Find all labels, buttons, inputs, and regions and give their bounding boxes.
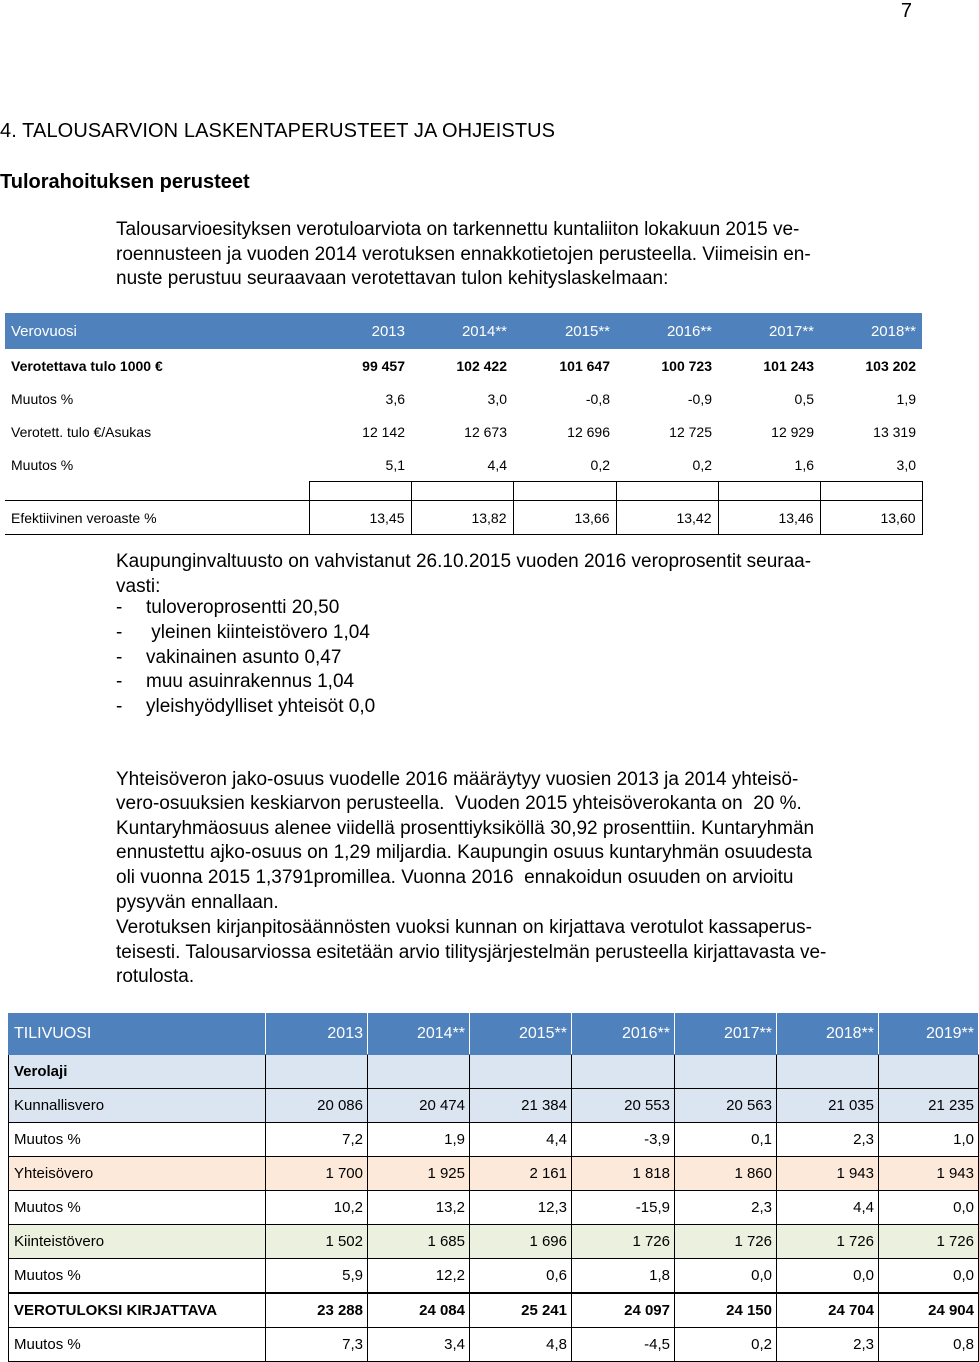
table-cell: 0,0 xyxy=(879,1259,979,1294)
row-label: Efektiivinen veroaste % xyxy=(5,501,309,535)
header-cell: 2017** xyxy=(718,313,820,349)
table-cell: 7,2 xyxy=(266,1123,368,1157)
header-cell: 2018** xyxy=(777,1014,879,1055)
table-row xyxy=(9,1328,979,1362)
table-cell: 1 726 xyxy=(879,1225,979,1259)
empty-cell xyxy=(411,482,513,501)
empty-cell xyxy=(820,482,922,501)
table-row xyxy=(5,382,922,415)
table-cell: 0,0 xyxy=(777,1259,879,1294)
table-cell: 1,0 xyxy=(879,1123,979,1157)
table-cell: 0,2 xyxy=(692,456,712,473)
table-cell: 13,46 xyxy=(718,501,820,535)
table-cell: 1 943 xyxy=(879,1157,979,1191)
table-cell: 0,6 xyxy=(470,1259,572,1294)
table-cell: 1 502 xyxy=(266,1225,368,1259)
table-row xyxy=(9,1123,979,1157)
table-cell: 13 319 xyxy=(873,423,916,440)
empty-cell xyxy=(513,482,616,501)
table-cell: 0,0 xyxy=(879,1191,979,1225)
table-cell: 0,8 xyxy=(879,1328,979,1362)
row-label: Muutos % xyxy=(11,390,74,407)
page-number: 7 xyxy=(900,0,912,22)
empty-cell xyxy=(879,1055,979,1089)
table-cell: 100 723 xyxy=(661,357,712,374)
table-cell: 1 685 xyxy=(368,1225,470,1259)
list-item: - vakinainen asunto 0,47 xyxy=(116,646,375,671)
table-cell: 3,0 xyxy=(487,390,507,407)
empty-cell xyxy=(266,1055,368,1089)
table-cell: 2,3 xyxy=(675,1191,777,1225)
row-label: Muutos % xyxy=(9,1123,266,1157)
header-cell: 2017** xyxy=(675,1014,777,1055)
table-cell: 12 725 xyxy=(669,423,712,440)
table-cell: 13,2 xyxy=(368,1191,470,1225)
paragraph-line: oli vuonna 2015 1,3791promillea. Vuonna 2016 ennakoidun osuuden on arvioitu xyxy=(116,866,794,888)
empty-cell xyxy=(5,482,309,501)
section-label-row xyxy=(9,1055,979,1089)
table-cell: 1 700 xyxy=(266,1157,368,1191)
table-cell: 24 084 xyxy=(368,1293,470,1328)
table-cell: 24 904 xyxy=(879,1293,979,1328)
table-cell: 99 457 xyxy=(362,357,405,374)
row-label: Muutos % xyxy=(9,1328,266,1362)
section-heading: 4. TALOUSARVION LASKENTAPERUSTEET JA OHJEISTUS xyxy=(0,120,556,142)
table-row xyxy=(9,1293,979,1328)
row-label: Verotettava tulo 1000 € xyxy=(11,357,163,374)
header-cell: 2015** xyxy=(470,1014,572,1055)
row-label: Muutos % xyxy=(9,1191,266,1225)
list-item-text: yleinen kiinteistövero 1,04 xyxy=(146,621,370,643)
intro-line: Talousarvioesityksen verotuloarviota on tarkennettu kuntaliiton lokakuun 2015 ve- xyxy=(116,219,800,240)
row-label: Muutos % xyxy=(11,456,74,473)
table-cell: 20 553 xyxy=(572,1089,675,1123)
table-cell: 0,0 xyxy=(675,1259,777,1294)
table-cell: 21 235 xyxy=(879,1089,979,1123)
paragraph-line: Kuntaryhmäosuus alenee viidellä prosenttiyksiköllä 30,92 prosenttiin. Kuntaryhmän xyxy=(116,817,815,839)
table-cell: 13,45 xyxy=(309,501,411,535)
table-cell: 25 241 xyxy=(470,1293,572,1328)
table-row xyxy=(5,448,922,482)
table-cell: 2,3 xyxy=(777,1328,879,1362)
table-cell: 2 161 xyxy=(470,1157,572,1191)
table-cell: 21 035 xyxy=(777,1089,879,1123)
row-label: Kiinteistövero xyxy=(9,1225,266,1259)
table-cell: 24 704 xyxy=(777,1293,879,1328)
table-cell: 1 726 xyxy=(572,1225,675,1259)
table-cell: 20 563 xyxy=(675,1089,777,1123)
table-row xyxy=(9,1089,979,1123)
row-label: Kunnallisvero xyxy=(9,1089,266,1123)
table-cell: 102 422 xyxy=(456,357,507,374)
table-cell: 3,4 xyxy=(368,1328,470,1362)
table-row xyxy=(9,1191,979,1225)
header-cell: 2019** xyxy=(879,1014,979,1055)
table-cell: 7,3 xyxy=(266,1328,368,1362)
list-item-text: yleishyödylliset yhteisöt 0,0 xyxy=(146,696,376,718)
table-row xyxy=(5,349,922,382)
table-cell: 12 142 xyxy=(362,423,405,440)
row-label: VEROTULOKSI KIRJATTAVA xyxy=(9,1293,266,1328)
paragraph-line: ennustettu ajko-osuus on 1,29 miljardia. Kaupungin osuus kuntaryhmän osuudesta xyxy=(116,842,813,864)
list-item-text: vakinainen asunto 0,47 xyxy=(146,646,342,668)
table-row xyxy=(9,1259,979,1294)
header-cell: Verovuosi xyxy=(5,313,309,349)
tax-rates-line: vasti: xyxy=(116,575,161,597)
tax-revenue-table xyxy=(8,1013,979,1362)
table-cell: 12 673 xyxy=(464,423,507,440)
table-row xyxy=(5,415,922,448)
table-cell: 0,5 xyxy=(794,390,814,407)
table-cell: 0,2 xyxy=(590,456,610,473)
table-cell: 24 150 xyxy=(675,1293,777,1328)
header-cell: TILIVUOSI xyxy=(9,1014,266,1055)
table-cell: 4,4 xyxy=(470,1123,572,1157)
table-cell: 1 925 xyxy=(368,1157,470,1191)
paragraph-line: teisesti. Talousarviossa esitetään arvio tilitysjärjestelmän perusteella kirjattavasta ve- xyxy=(116,941,827,963)
tax-rates-line: Kaupunginvaltuusto on vahvistanut 26.10.2015 vuoden 2016 veroprosentit seuraa- xyxy=(116,551,812,572)
table-cell: -3,9 xyxy=(572,1123,675,1157)
table-cell: 1 696 xyxy=(470,1225,572,1259)
header-cell: 2014** xyxy=(411,313,513,349)
table-cell: 3,6 xyxy=(385,390,405,407)
row-label: Muutos % xyxy=(9,1259,266,1294)
table-cell: 13,60 xyxy=(820,501,922,535)
paragraph-line: pysyvän ennallaan. xyxy=(116,891,279,913)
table-row xyxy=(9,1225,979,1259)
row-label: Yhteisövero xyxy=(9,1157,266,1191)
table-cell: 2,3 xyxy=(777,1123,879,1157)
table-cell: 1,9 xyxy=(368,1123,470,1157)
table-cell: 4,4 xyxy=(487,456,507,473)
table-cell: 101 243 xyxy=(763,357,814,374)
table-cell: 3,0 xyxy=(896,456,916,473)
table-cell: 1,6 xyxy=(794,456,814,473)
table-cell: 1,9 xyxy=(896,390,916,407)
table-cell: 12 696 xyxy=(567,423,610,440)
table-cell: 13,42 xyxy=(616,501,718,535)
paragraph-line: Verotuksen kirjanpitosäännösten vuoksi kunnan on kirjattava verotulot kassaperus- xyxy=(116,917,813,938)
section-label: Verolaji xyxy=(9,1055,266,1089)
list-item-text: muu asuinrakennus 1,04 xyxy=(146,671,355,693)
table-cell: 101 647 xyxy=(559,357,610,374)
table-cell: 13,66 xyxy=(513,501,616,535)
table-cell: 12 929 xyxy=(771,423,814,440)
table-cell: 4,8 xyxy=(470,1328,572,1362)
header-cell: 2018** xyxy=(820,313,922,349)
table-cell: -0,9 xyxy=(687,390,712,407)
table-cell: 1 943 xyxy=(777,1157,879,1191)
header-cell: 2016** xyxy=(616,313,718,349)
header-cell: 2013 xyxy=(309,313,411,349)
paragraph-line: vero-osuuksien keskiarvon perusteella. Vuoden 2015 yhteisöverokanta on 20 %. xyxy=(116,793,802,815)
empty-cell xyxy=(675,1055,777,1089)
tax-revenue-rows xyxy=(9,1089,979,1362)
table-cell: 103 202 xyxy=(865,357,916,374)
table-cell: 1 860 xyxy=(675,1157,777,1191)
accounting-paragraph xyxy=(116,916,910,990)
taxable-income-table xyxy=(5,313,923,535)
list-item: - yleinen kiinteistövero 1,04 xyxy=(116,621,375,646)
header-cell: 2016** xyxy=(572,1014,675,1055)
table-cell: 21 384 xyxy=(470,1089,572,1123)
table-row xyxy=(9,1157,979,1191)
paragraph-line: Yhteisöveron jako-osuus vuodelle 2016 määräytyy vuosien 2013 ja 2014 yhteisö- xyxy=(116,768,799,790)
table-cell: 1,8 xyxy=(572,1259,675,1294)
table-cell: 12,3 xyxy=(470,1191,572,1225)
table-cell: 13,82 xyxy=(411,501,513,535)
intro-line: roennusteen ja vuoden 2014 verotuksen ennakkotietojen perusteella. Viimeisin en- xyxy=(116,243,811,265)
empty-cell xyxy=(718,482,820,501)
empty-cell xyxy=(368,1055,470,1089)
table-spacer-row xyxy=(5,482,922,501)
corporate-tax-paragraph xyxy=(116,743,910,915)
empty-cell xyxy=(470,1055,572,1089)
list-item: - muu asuinrakennus 1,04 xyxy=(116,670,375,695)
table-cell: 5,9 xyxy=(266,1259,368,1294)
table-cell: -4,5 xyxy=(572,1328,675,1362)
intro-line: nuste perustuu seuraavaan verotettavan tulon kehityslaskelmaan: xyxy=(116,268,669,290)
header-cell: 2014** xyxy=(368,1014,470,1055)
list-item-text: tuloveroprosentti 20,50 xyxy=(146,597,340,618)
header-cell: 2013 xyxy=(266,1014,368,1055)
table-header-row xyxy=(5,313,922,349)
list-item: - tuloveroprosentti 20,50 xyxy=(116,596,375,621)
empty-cell xyxy=(616,482,718,501)
table-cell: 20 474 xyxy=(368,1089,470,1123)
table-header-row xyxy=(9,1014,979,1055)
table-cell: -15,9 xyxy=(572,1191,675,1225)
table-cell: 12,2 xyxy=(368,1259,470,1294)
table-cell: 10,2 xyxy=(266,1191,368,1225)
paragraph-line: rotulosta. xyxy=(116,966,195,988)
subsection-heading: Tulorahoituksen perusteet xyxy=(0,171,250,193)
table-cell: 0,1 xyxy=(675,1123,777,1157)
table-row xyxy=(5,501,922,535)
table-cell: 1 818 xyxy=(572,1157,675,1191)
row-label: Verotett. tulo €/Asukas xyxy=(11,423,152,440)
table-cell: 5,1 xyxy=(385,456,405,473)
table-cell: 1 726 xyxy=(777,1225,879,1259)
empty-cell xyxy=(309,482,411,501)
tax-rates-paragraph xyxy=(116,550,910,599)
table-cell: 20 086 xyxy=(266,1089,368,1123)
empty-cell xyxy=(777,1055,879,1089)
table-cell: 24 097 xyxy=(572,1293,675,1328)
list-item: - yleishyödylliset yhteisöt 0,0 xyxy=(116,695,375,720)
empty-cell xyxy=(572,1055,675,1089)
table-cell: 0,2 xyxy=(675,1328,777,1362)
table-cell: 4,4 xyxy=(777,1191,879,1225)
table-cell: 1 726 xyxy=(675,1225,777,1259)
tax-rates-list xyxy=(116,596,375,720)
header-cell: 2015** xyxy=(513,313,616,349)
intro-paragraph xyxy=(116,218,910,292)
table-cell: 23 288 xyxy=(266,1293,368,1328)
table-cell: -0,8 xyxy=(585,390,610,407)
